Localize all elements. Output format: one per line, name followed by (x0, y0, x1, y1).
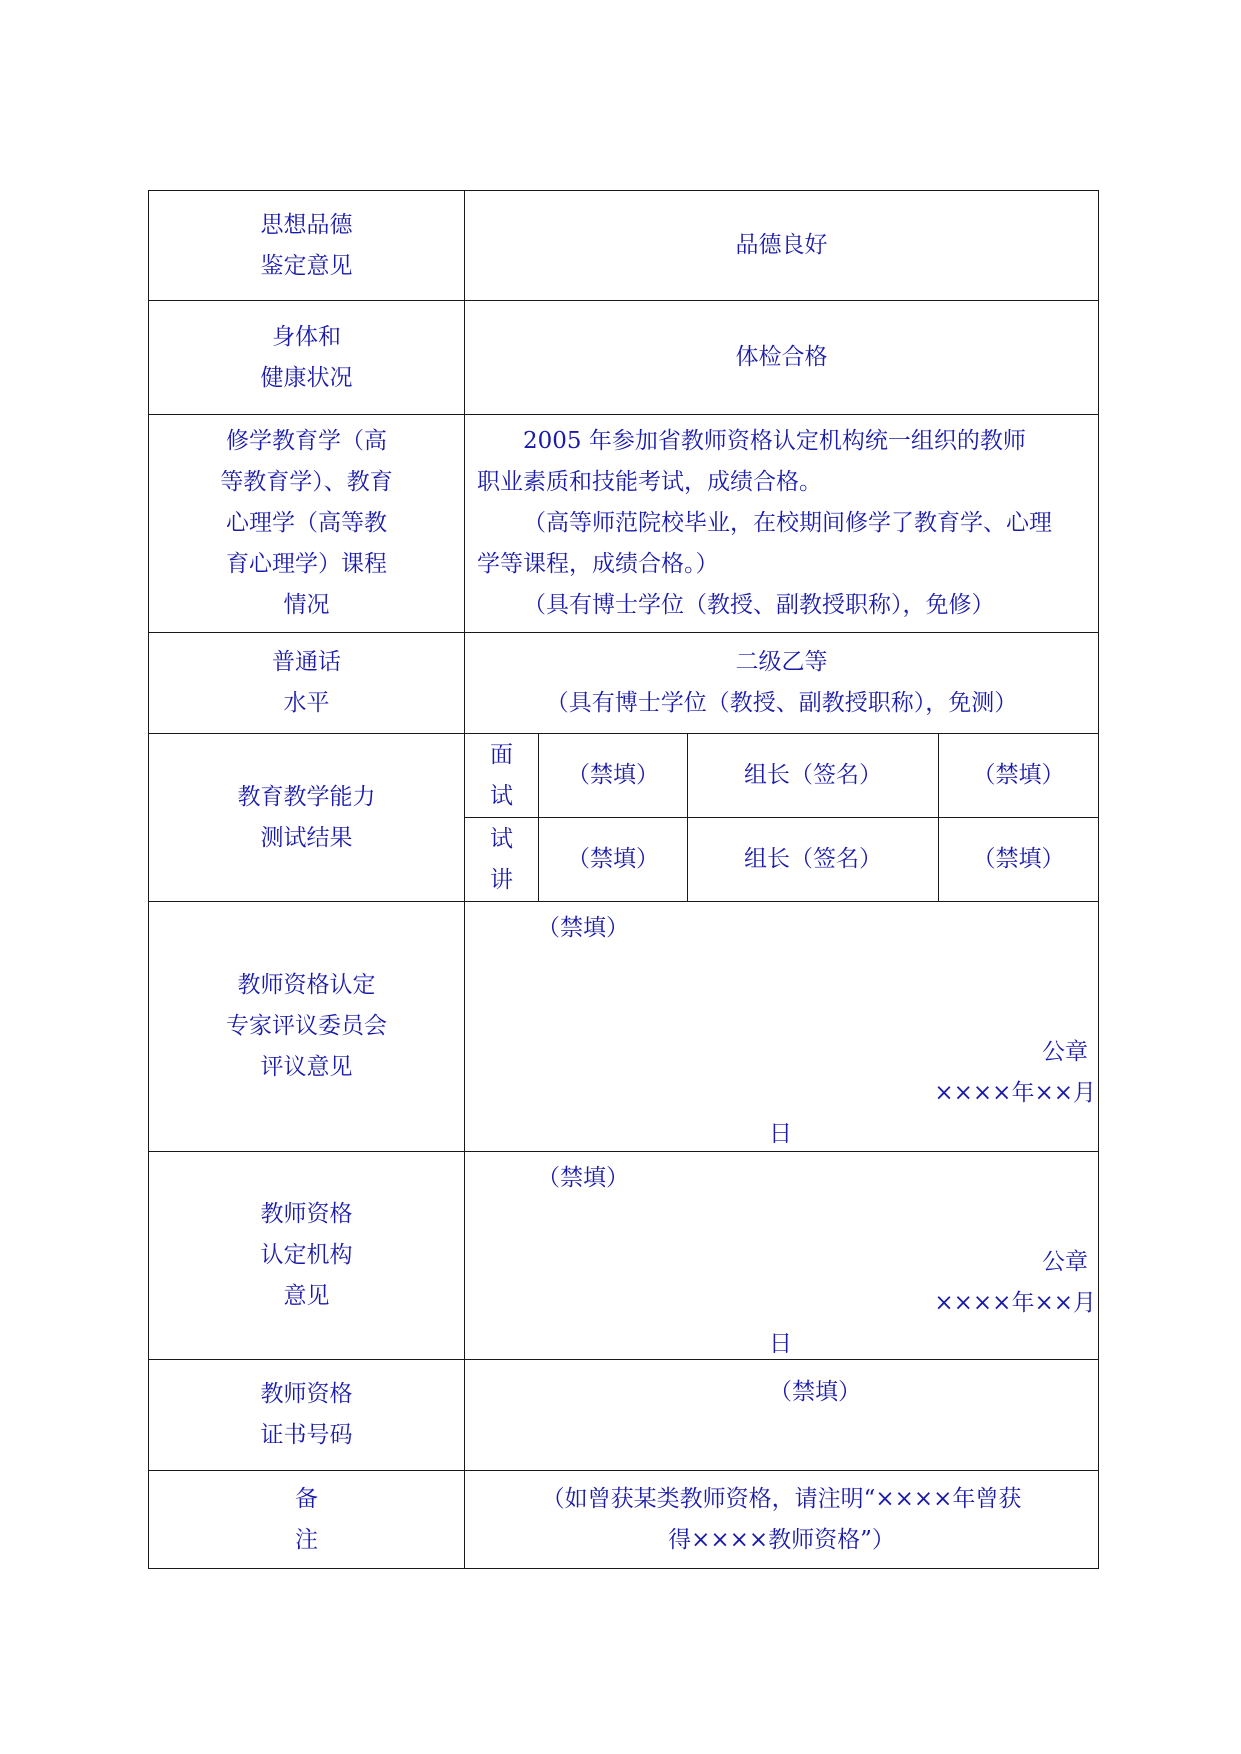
agency-date: ××××年××月 (934, 1290, 1096, 1316)
courses-value[interactable] (465, 415, 1099, 633)
health-label: 身体和 健康状况 (149, 301, 465, 415)
courses-normal-line2: 学等课程，成绩合格。） (477, 551, 719, 577)
committee-value[interactable] (465, 902, 1099, 1152)
agency-seal: 公章 (1042, 1249, 1088, 1275)
committee-label: 教师资格认定 专家评议委员会 评议意见 (149, 902, 465, 1152)
committee-seal: 公章 (1042, 1039, 1088, 1065)
mandarin-level: 二级乙等 (735, 649, 828, 675)
lecture-score[interactable]: （禁填） (539, 818, 688, 902)
cert-label: 教师资格 证书号码 (149, 1360, 465, 1471)
moral-label: 思想品德 鉴定意见 (149, 191, 465, 301)
remark-line2: 得××××教师资格”） (668, 1526, 895, 1553)
row-courses (149, 415, 1099, 633)
committee-date: ××××年××月 (934, 1080, 1096, 1106)
row-committee (149, 902, 1099, 1152)
mandarin-value[interactable] (465, 633, 1099, 734)
courses-exam-line2: 职业素质和技能考试，成绩合格。 (477, 469, 822, 495)
committee-date-day: 日 (769, 1121, 792, 1147)
interview-label: 面 试 (465, 734, 539, 818)
health-value[interactable]: 体检合格 (465, 301, 1099, 415)
lecture-label: 试 讲 (465, 818, 539, 902)
courses-exam-line1: 2005 年参加省教师资格认定机构统一组织的教师 (523, 428, 1026, 454)
courses-label: 修学教育学（高 等教育学）、教育 心理学（高等教 育心理学）课程 情况 (149, 415, 465, 633)
agency-date-day: 日 (769, 1331, 792, 1357)
interview-sign[interactable]: （禁填） (939, 734, 1099, 818)
remark-value[interactable] (465, 1471, 1099, 1569)
cert-value[interactable] (465, 1360, 1099, 1471)
lecture-sign[interactable]: （禁填） (939, 818, 1099, 902)
row-ability-interview (149, 734, 1099, 818)
courses-normal-line1: （高等师范院校毕业，在校期间修学了教育学、心理 (523, 510, 1052, 536)
mandarin-exempt: （具有博士学位（教授、副教授职称），免测） (545, 690, 1018, 716)
ability-label: 教育教学能力 测试结果 (149, 734, 465, 902)
row-mandarin (149, 633, 1099, 734)
cert-note: （禁填） (769, 1379, 861, 1405)
row-remark (149, 1471, 1099, 1569)
lecture-leader: 组长（签名） (688, 818, 939, 902)
row-health (149, 301, 1099, 415)
committee-note: （禁填） (537, 915, 629, 941)
agency-label: 教师资格 认定机构 意见 (149, 1152, 465, 1360)
remark-line1: （如曾获某类教师资格，请注明“××××年曾获 (541, 1485, 1022, 1512)
row-agency (149, 1152, 1099, 1360)
courses-exempt-line: （具有博士学位（教授、副教授职称），免修） (523, 592, 995, 618)
moral-value[interactable]: 品德良好 (465, 191, 1099, 301)
agency-value[interactable] (465, 1152, 1099, 1360)
row-cert (149, 1360, 1099, 1471)
remark-label: 备 注 (149, 1471, 465, 1569)
mandarin-label: 普通话 水平 (149, 633, 465, 734)
agency-note: （禁填） (537, 1165, 629, 1191)
row-moral (149, 191, 1099, 301)
interview-leader: 组长（签名） (688, 734, 939, 818)
interview-score[interactable]: （禁填） (539, 734, 688, 818)
teacher-qualification-form (148, 190, 1099, 1569)
